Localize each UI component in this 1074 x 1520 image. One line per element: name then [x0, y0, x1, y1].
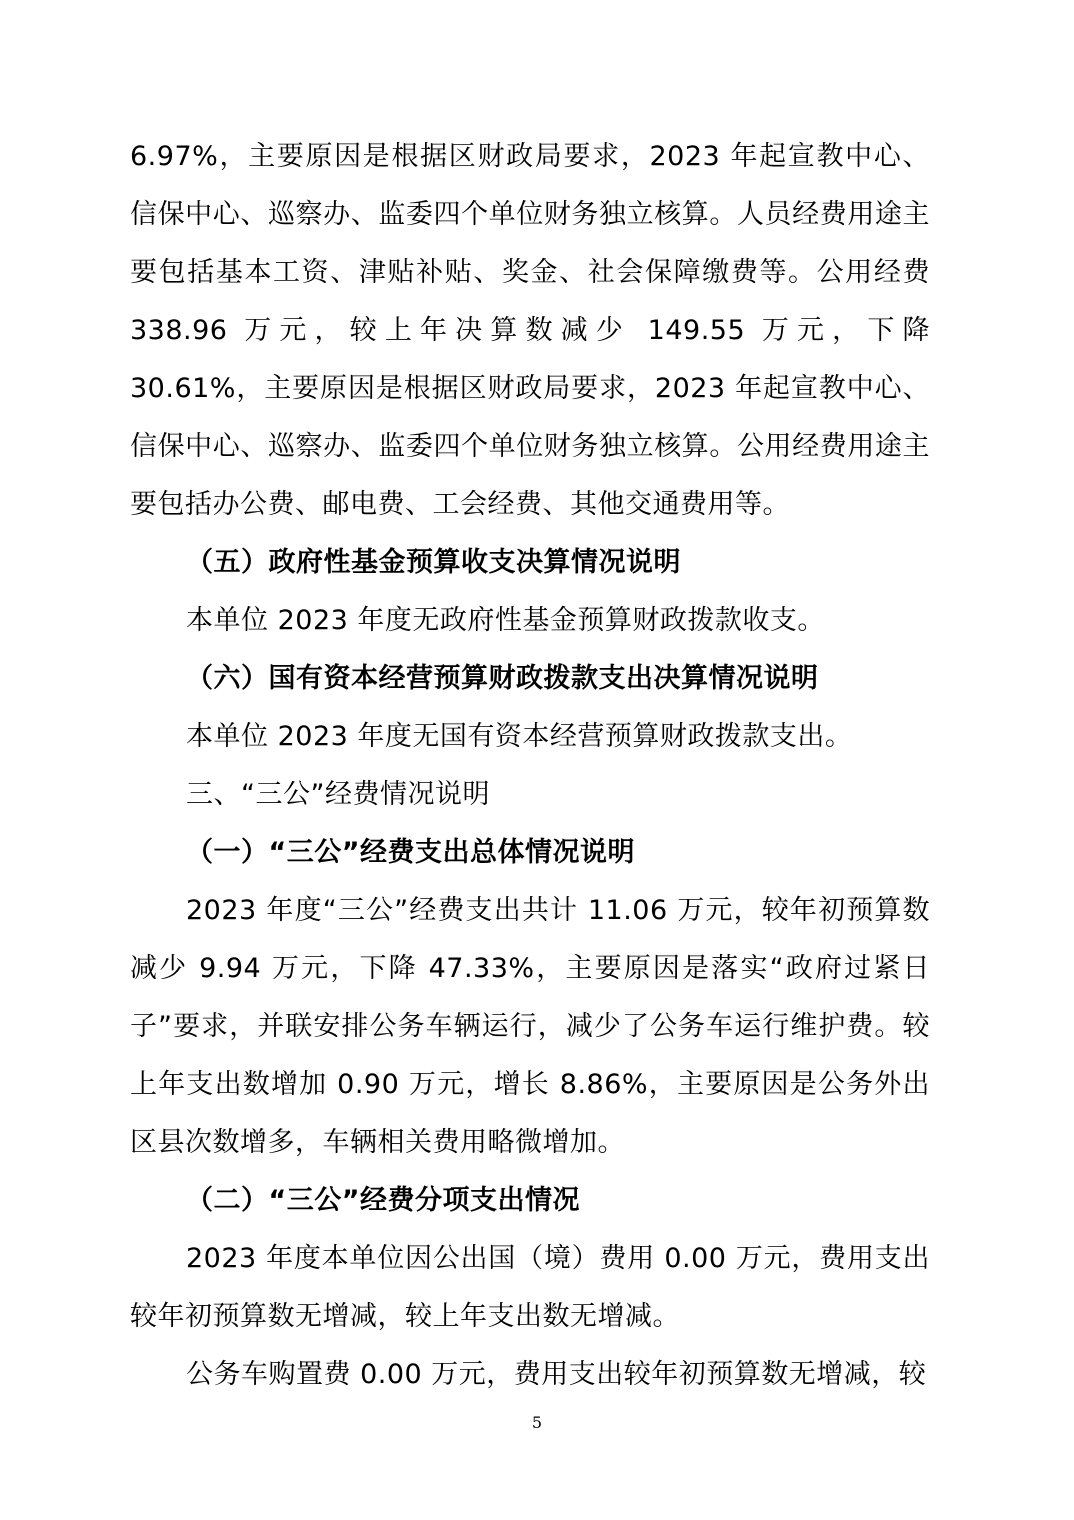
- page-number: 5: [531, 1413, 543, 1432]
- chapter-heading-3: 三、“三公”经费情况说明: [186, 779, 490, 810]
- paragraph-vehicle-purchase: 公务车购置费 0.00 万元，费用支出较年初预算数无增减，较: [186, 1359, 927, 1390]
- paragraph-government-fund: 本单位 2023 年度无政府性基金预算财政拨款收支。: [186, 605, 825, 636]
- paragraph-three-public-total: 2023 年度“三公”经费支出共计 11.06 万元，较年初预算数减少 9.94 万元，下降 47.33%，主要原因是落实“政府过紧日子”要求，并联安排公务车辆运行，减少了公务车运行维护费。较上年支出数增加 0.90 万元，增长 8.86%，主要原因是公务外出区县次数增多，车辆相关费用略微增加。: [130, 895, 930, 1158]
- section-heading-3-2: （二）“三公”经费分项支出情况: [186, 1185, 580, 1216]
- paragraph-state-capital: 本单位 2023 年度无国有资本经营预算财政拨款支出。: [186, 721, 853, 752]
- paragraph-continuation: 6.97%，主要原因是根据区财政局要求，2023 年起宣教中心、信保中心、巡察办、监委四个单位财务独立核算。人员经费用途主要包括基本工资、津贴补贴、奖金、社会保障缴费等。公用经费 338.96 万元，较上年决算数减少 149.55 万元，下降 30.61%，主要原因是根据区财政局要求，2023 年起宣教中心、信保中心、巡察办、监委四个单位财务独立核算。公用经费用途主要包括办公费、邮电费、工会经费、其他交通费用等。: [130, 141, 930, 520]
- section-heading-3-1: （一）“三公”经费支出总体情况说明: [186, 837, 635, 868]
- section-heading-6: （六）国有资本经营预算财政拨款支出决算情况说明: [186, 663, 819, 694]
- section-heading-5: （五）政府性基金预算收支决算情况说明: [186, 547, 681, 578]
- paragraph-overseas-travel: 2023 年度本单位因公出国（境）费用 0.00 万元，费用支出较年初预算数无增减，较上年支出数无增减。: [130, 1243, 930, 1332]
- document-body: [130, 128, 930, 1404]
